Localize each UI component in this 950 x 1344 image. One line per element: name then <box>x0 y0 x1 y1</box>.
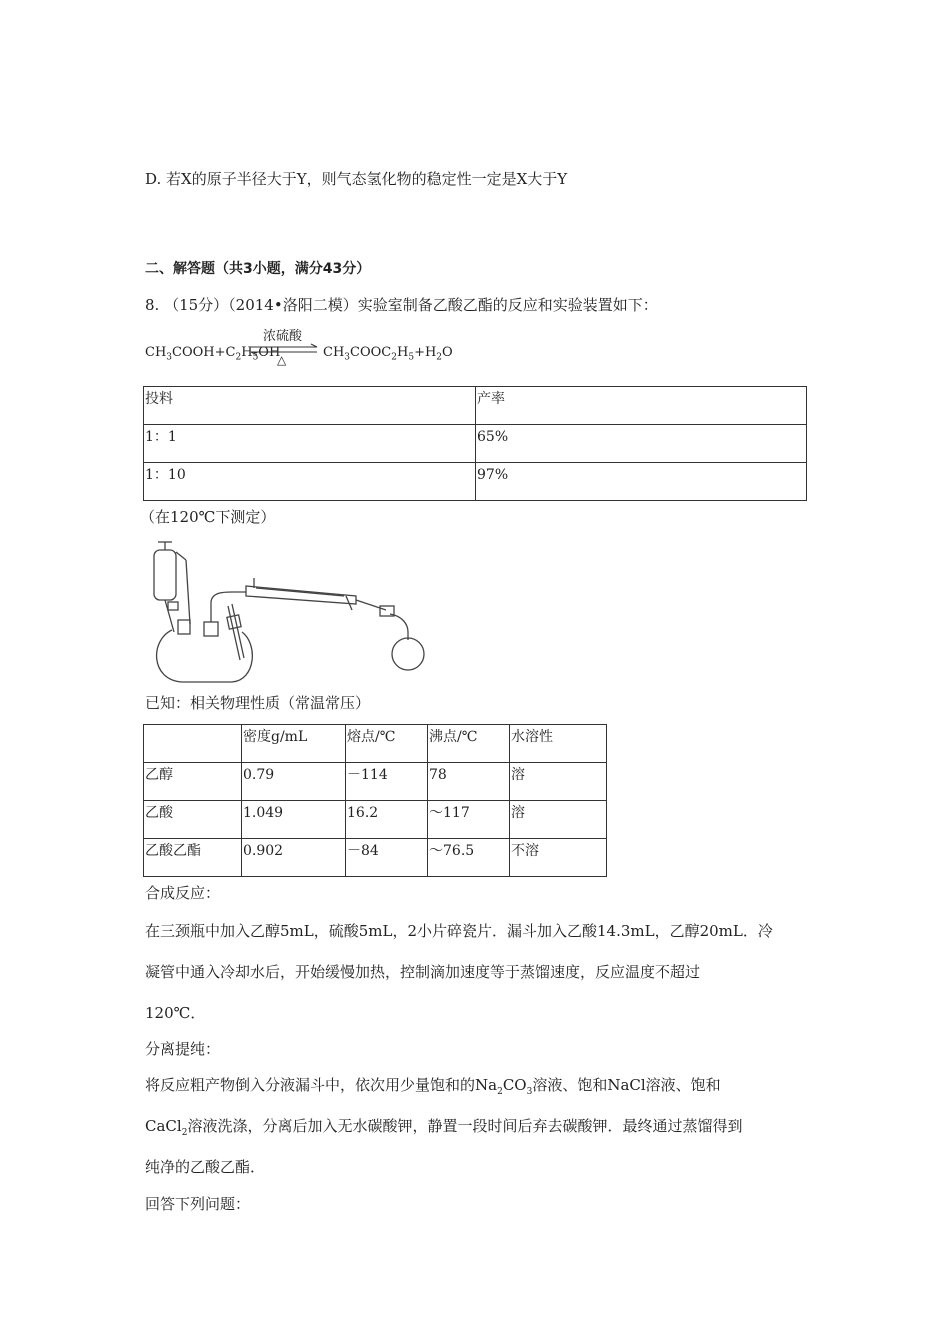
section-heading: 二、解答题（共3小题，满分43分） <box>145 261 371 277</box>
table-cell: 乙酸乙酯 <box>144 839 242 877</box>
synthesis-line-2: 凝管中通入冷却水后，开始缓慢加热，控制滴加速度等于蒸馏速度，反应温度不超过 <box>145 963 701 981</box>
reactants: $CH_3COOH+C_2H_5OH$ <box>145 345 281 363</box>
table-cell: 97% <box>476 463 807 501</box>
table-row <box>144 463 807 501</box>
table-cell: 溶 <box>510 801 607 839</box>
table-cell: 1：10 <box>144 463 476 501</box>
table-cell: 不溶 <box>510 839 607 877</box>
synthesis-line-3: 120℃． <box>145 1004 206 1022</box>
separation-title: 分离提纯： <box>145 1040 221 1058</box>
table-row <box>144 725 607 763</box>
table-cell: 投料 <box>144 387 476 425</box>
products: $CH_3COOC_2H_5+H_2O$ <box>323 345 453 363</box>
table-cell: ～76.5 <box>428 839 510 877</box>
table-cell: －84 <box>346 839 428 877</box>
table-cell: 密度g/mL <box>242 725 346 763</box>
table-cell: 熔点/℃ <box>346 725 428 763</box>
question-8: 8. （15分）（2014•洛阳二模）实验室制备乙酸乙酯的反应和实验装置如下： <box>145 296 658 314</box>
table-cell: 乙酸 <box>144 801 242 839</box>
separation-line-3: 纯净的乙酸乙酯． <box>145 1158 266 1176</box>
properties-table <box>143 724 607 877</box>
answer-prompt: 回答下列问题： <box>145 1195 251 1213</box>
table-cell <box>144 725 242 763</box>
table-cell: 78 <box>428 763 510 801</box>
table-cell: ～117 <box>428 801 510 839</box>
table-row <box>144 387 807 425</box>
synthesis-title: 合成反应： <box>145 884 221 902</box>
option-d: D. 若X的原子半径大于Y，则气态氢化物的稳定性一定是X大于Y <box>145 170 568 188</box>
table-row <box>144 839 607 877</box>
yield-table <box>143 386 807 501</box>
synthesis-line-1: 在三颈瓶中加入乙醇5mL，硫酸5mL，2小片碎瓷片．漏斗加入乙酸14.3mL，乙醇20mL．冷 <box>145 922 773 940</box>
table-row <box>144 763 607 801</box>
table-row <box>144 801 607 839</box>
table-cell: 溶 <box>510 763 607 801</box>
separation-line-2-rest: 溶液洗涤，分离后加入无水碳酸钾，静置一段时间后弃去碳酸钾．最终通过蒸馏得到 <box>187 1117 743 1135</box>
separation-line-2: CaCl$_2$溶液洗涤，分离后加入无水碳酸钾，静置一段时间后弃去碳酸钾．最终通过蒸馏得到 <box>145 1117 743 1138</box>
apparatus-diagram <box>146 540 426 688</box>
table-cell: 65% <box>476 425 807 463</box>
table-cell: 0.902 <box>242 839 346 877</box>
table-cell: 水溶性 <box>510 725 607 763</box>
separation-line-1-rest: 溶液、饱和NaCl溶液、饱和 <box>532 1076 721 1094</box>
table-cell: 产率 <box>476 387 807 425</box>
separation-line-1: 将反应粗产物倒入分液漏斗中，依次用少量饱和的$Na_2CO_3$溶液、饱和NaCl溶液、饱和 <box>145 1076 721 1097</box>
table-row <box>144 425 807 463</box>
table-cell: 1.049 <box>242 801 346 839</box>
heat-label: △ <box>277 353 287 367</box>
table-cell: 沸点/℃ <box>428 725 510 763</box>
catalyst-label: 浓硫酸 <box>263 329 303 344</box>
table-cell: 16.2 <box>346 801 428 839</box>
measurement-note: （在120℃下测定） <box>140 508 276 526</box>
known-line: 已知：相关物理性质（常温常压） <box>145 694 371 712</box>
table-cell: 乙醇 <box>144 763 242 801</box>
table-cell: 0.79 <box>242 763 346 801</box>
table-cell: －114 <box>346 763 428 801</box>
table-cell: 1：1 <box>144 425 476 463</box>
